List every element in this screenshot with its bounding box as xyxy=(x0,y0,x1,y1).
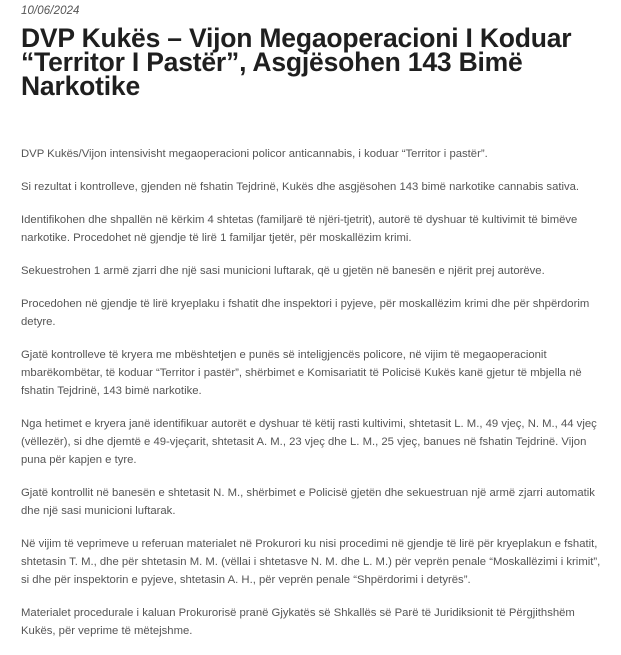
article-body xyxy=(21,145,606,655)
article-paragraph: Gjatë kontrollit në banesën e shtetasit N. M., shërbimet e Policisë gjetën dhe sekuestruan një armë zjarri automatik dhe një sasi municioni luftarak. xyxy=(21,487,595,517)
article-title: DVP Kukës – Vijon Megaoperacioni I Koduar “Territor I Pastër”, Asgjësohen 143 Bimë Narkotike xyxy=(21,23,572,101)
article-paragraph: Në vijim të veprimeve u referuan materialet në Prokurori ku nisi procedimi në gjendje të lirë për kryeplakun e fshatit, shtetasin T. M., dhe për shtetasin M. M. (vëllai i shtetasve N. M. dhe L. M.) për veprën penale “Moskallëzimi i krimit”, si dhe për inspektorin e pyjeve, shtetasin A. H., për veprën penale “Shpërdorimi i detyrës”. xyxy=(21,538,601,586)
article-paragraph: Identifikohen dhe shpallën në kërkim 4 shtetas (familjarë të njëri-tjetrit), autorë të dyshuar të kultivimit të bimëve narkotike. Procedohet në gjendje të lirë 1 familjar tjetër, për moskallëzim krimi. xyxy=(21,214,578,244)
article-paragraph: Gjatë kontrolleve të kryera me mbështetjen e punës së inteligjencës policore, në vijim të megaoperacionit mbarëkombëtar, të koduar “Territor i pastër”, shërbimet e Komisariatit të Policisë Kukës kanë gjetur të mbjella në fshatin Tejdrinë, 143 bimë narkotike. xyxy=(21,349,582,397)
article-paragraph: DVP Kukës/Vijon intensivisht megaoperacioni policor anticannabis, i koduar “Territor i pastër”. xyxy=(21,148,488,160)
article-paragraph: Nga hetimet e kryera janë identifikuar autorët e dyshuar të këtij rasti kultivimi, shtetasit L. M., 49 vjeç, N. M., 44 vjeç (vëllezër), si dhe djemtë e 49-vjeçarit, shtetasit A. M., 23 vjeç dhe L. M., 25 vjeç, banues në fshatin Tejdrinë. Vijon puna për kapjen e tyre. xyxy=(21,418,597,466)
article-paragraph: Sekuestrohen 1 armë zjarri dhe një sasi municioni luftarak, që u gjetën në banesën e njërit prej autorëve. xyxy=(21,265,545,277)
article-paragraph: Si rezultat i kontrolleve, gjenden në fshatin Tejdrinë, Kukës dhe asgjësohen 143 bimë narkotike cannabis sativa. xyxy=(21,181,580,193)
publish-date: 10/06/2024 xyxy=(21,5,80,17)
article-paragraph: Materialet procedurale i kaluan Prokurorisë pranë Gjykatës së Shkallës së Parë të Juridiksionit të Përgjithshëm Kukës, për veprime të mëtejshme. xyxy=(21,607,575,637)
article-paragraph: Procedohen në gjendje të lirë kryeplaku i fshatit dhe inspektori i pyjeve, për moskallëzim krimi dhe për shpërdorim detyre. xyxy=(21,298,590,328)
